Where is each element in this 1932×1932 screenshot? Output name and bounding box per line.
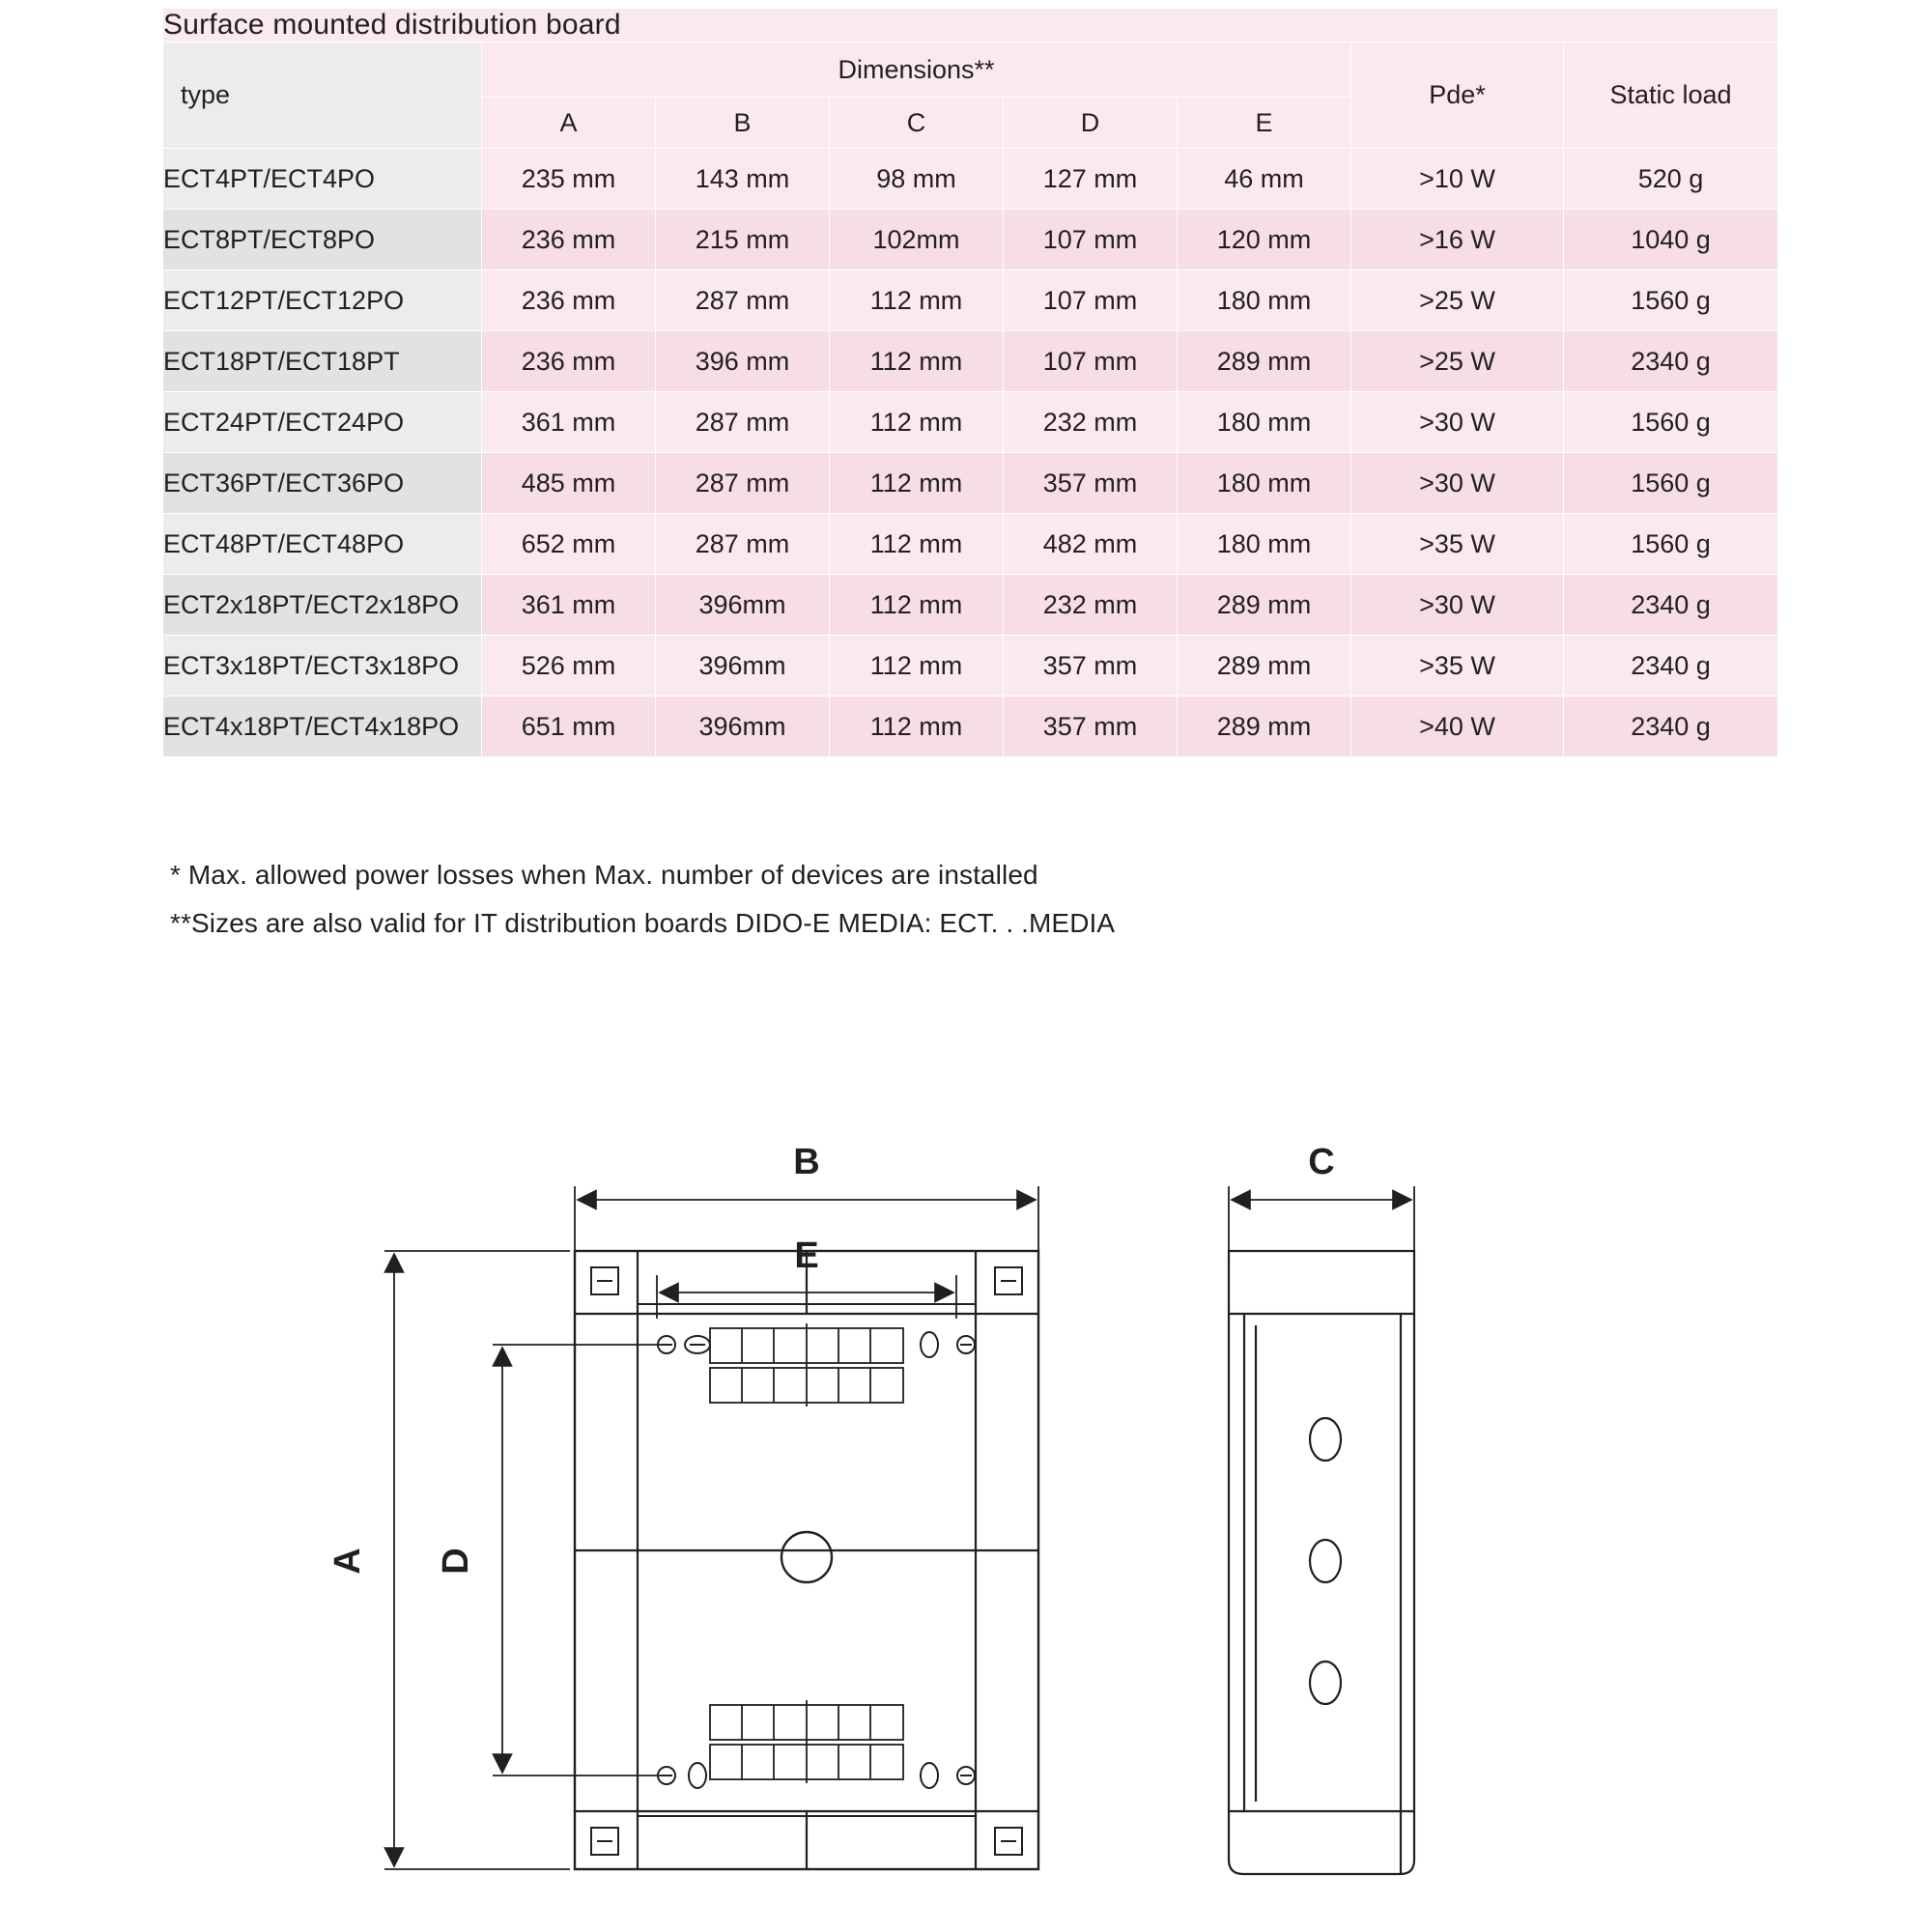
cell-b: 287 mm bbox=[656, 270, 830, 331]
column-header-b: B bbox=[656, 98, 830, 149]
cell-a: 361 mm bbox=[482, 392, 656, 453]
cell-a: 361 mm bbox=[482, 575, 656, 636]
cell-a: 236 mm bbox=[482, 210, 656, 270]
cell-pde: >25 W bbox=[1351, 270, 1564, 331]
cell-static-load: 1560 g bbox=[1564, 514, 1778, 575]
cell-d: 357 mm bbox=[1004, 636, 1178, 696]
cell-e: 46 mm bbox=[1178, 149, 1351, 210]
label-c: C bbox=[1308, 1142, 1335, 1182]
cell-c: 112 mm bbox=[830, 453, 1004, 514]
cell-b: 287 mm bbox=[656, 453, 830, 514]
cell-c: 112 mm bbox=[830, 636, 1004, 696]
column-header-a: A bbox=[482, 98, 656, 149]
cell-type: ECT48PT/ECT48PO bbox=[163, 514, 482, 575]
cell-static-load: 1560 g bbox=[1564, 453, 1778, 514]
cell-type: ECT24PT/ECT24PO bbox=[163, 392, 482, 453]
table-row bbox=[163, 392, 1778, 453]
column-header-pde: Pde* bbox=[1351, 43, 1564, 149]
cell-c: 112 mm bbox=[830, 696, 1004, 757]
table-header-row-1 bbox=[163, 43, 1778, 98]
cell-a: 236 mm bbox=[482, 270, 656, 331]
cell-e: 289 mm bbox=[1178, 331, 1351, 392]
table-row bbox=[163, 149, 1778, 210]
cell-d: 357 mm bbox=[1004, 696, 1178, 757]
cell-b: 287 mm bbox=[656, 392, 830, 453]
footnote-sizes-validity: **Sizes are also valid for IT distribution boards DIDO-E MEDIA: ECT. . .MEDIA bbox=[170, 908, 1116, 938]
cell-type: ECT4x18PT/ECT4x18PO bbox=[163, 696, 482, 757]
cell-b: 215 mm bbox=[656, 210, 830, 270]
column-header-e: E bbox=[1178, 98, 1351, 149]
column-header-d: D bbox=[1004, 98, 1178, 149]
cell-static-load: 2340 g bbox=[1564, 331, 1778, 392]
cell-pde: >30 W bbox=[1351, 392, 1564, 453]
cell-static-load: 1040 g bbox=[1564, 210, 1778, 270]
cell-d: 232 mm bbox=[1004, 575, 1178, 636]
cell-c: 102mm bbox=[830, 210, 1004, 270]
label-d: D bbox=[436, 1548, 476, 1575]
side-view-labels bbox=[1308, 1142, 1334, 1182]
table-row bbox=[163, 453, 1778, 514]
cell-pde: >10 W bbox=[1351, 149, 1564, 210]
cell-d: 107 mm bbox=[1004, 331, 1178, 392]
column-header-dimensions: Dimensions** bbox=[482, 43, 1351, 98]
cell-a: 651 mm bbox=[482, 696, 656, 757]
cell-e: 180 mm bbox=[1178, 392, 1351, 453]
cell-c: 112 mm bbox=[830, 331, 1004, 392]
cell-a: 236 mm bbox=[482, 331, 656, 392]
cell-pde: >30 W bbox=[1351, 575, 1564, 636]
cell-pde: >16 W bbox=[1351, 210, 1564, 270]
cell-b: 143 mm bbox=[656, 149, 830, 210]
table-row bbox=[163, 270, 1778, 331]
cell-b: 287 mm bbox=[656, 514, 830, 575]
table-title-row bbox=[163, 9, 1778, 43]
cell-d: 357 mm bbox=[1004, 453, 1178, 514]
cell-c: 112 mm bbox=[830, 514, 1004, 575]
cell-c: 112 mm bbox=[830, 270, 1004, 331]
column-header-c: C bbox=[830, 98, 1004, 149]
cell-c: 112 mm bbox=[830, 575, 1004, 636]
cell-b: 396mm bbox=[656, 636, 830, 696]
cell-type: ECT8PT/ECT8PO bbox=[163, 210, 482, 270]
cell-e: 120 mm bbox=[1178, 210, 1351, 270]
cell-pde: >30 W bbox=[1351, 453, 1564, 514]
cell-b: 396mm bbox=[656, 696, 830, 757]
cell-e: 289 mm bbox=[1178, 636, 1351, 696]
column-header-type: type bbox=[163, 43, 482, 149]
cell-e: 180 mm bbox=[1178, 453, 1351, 514]
cell-e: 180 mm bbox=[1178, 270, 1351, 331]
cell-d: 107 mm bbox=[1004, 270, 1178, 331]
cell-d: 482 mm bbox=[1004, 514, 1178, 575]
table-row bbox=[163, 514, 1778, 575]
table-row bbox=[163, 636, 1778, 696]
cell-a: 485 mm bbox=[482, 453, 656, 514]
cell-type: ECT12PT/ECT12PO bbox=[163, 270, 482, 331]
cell-pde: >35 W bbox=[1351, 514, 1564, 575]
cell-d: 232 mm bbox=[1004, 392, 1178, 453]
cell-d: 107 mm bbox=[1004, 210, 1178, 270]
cell-type: ECT18PT/ECT18PT bbox=[163, 331, 482, 392]
cell-type: ECT3x18PT/ECT3x18PO bbox=[163, 636, 482, 696]
cell-e: 289 mm bbox=[1178, 575, 1351, 636]
technical-drawing bbox=[0, 985, 1932, 1932]
spec-table bbox=[162, 8, 1778, 757]
dimension-lines-side bbox=[1229, 1186, 1414, 1261]
cell-e: 180 mm bbox=[1178, 514, 1351, 575]
cell-static-load: 2340 g bbox=[1564, 696, 1778, 757]
cell-static-load: 2340 g bbox=[1564, 636, 1778, 696]
front-view bbox=[575, 1251, 1038, 1869]
cell-static-load: 520 g bbox=[1564, 149, 1778, 210]
footnote-power-losses: * Max. allowed power losses when Max. number of devices are installed bbox=[170, 860, 1038, 890]
cell-pde: >40 W bbox=[1351, 696, 1564, 757]
cell-static-load: 1560 g bbox=[1564, 270, 1778, 331]
cell-c: 98 mm bbox=[830, 149, 1004, 210]
label-e: E bbox=[794, 1236, 819, 1276]
cell-type: ECT4PT/ECT4PO bbox=[163, 149, 482, 210]
column-header-static-load: Static load bbox=[1564, 43, 1778, 149]
table-row bbox=[163, 331, 1778, 392]
page-title: Surface mounted distribution board bbox=[163, 9, 1778, 43]
cell-type: ECT36PT/ECT36PO bbox=[163, 453, 482, 514]
cell-a: 526 mm bbox=[482, 636, 656, 696]
label-a: A bbox=[327, 1548, 368, 1575]
cell-static-load: 1560 g bbox=[1564, 392, 1778, 453]
cell-static-load: 2340 g bbox=[1564, 575, 1778, 636]
cell-b: 396mm bbox=[656, 575, 830, 636]
table-row bbox=[163, 696, 1778, 757]
spec-table-container bbox=[162, 8, 1777, 757]
footnotes bbox=[170, 860, 1716, 956]
table-row bbox=[163, 575, 1778, 636]
cell-e: 289 mm bbox=[1178, 696, 1351, 757]
cell-type: ECT2x18PT/ECT2x18PO bbox=[163, 575, 482, 636]
table-row bbox=[163, 210, 1778, 270]
side-view bbox=[1229, 1251, 1414, 1874]
cell-d: 127 mm bbox=[1004, 149, 1178, 210]
cell-b: 396 mm bbox=[656, 331, 830, 392]
cell-a: 652 mm bbox=[482, 514, 656, 575]
cell-c: 112 mm bbox=[830, 392, 1004, 453]
label-b: B bbox=[793, 1142, 820, 1182]
cell-pde: >25 W bbox=[1351, 331, 1564, 392]
cell-pde: >35 W bbox=[1351, 636, 1564, 696]
cell-a: 235 mm bbox=[482, 149, 656, 210]
